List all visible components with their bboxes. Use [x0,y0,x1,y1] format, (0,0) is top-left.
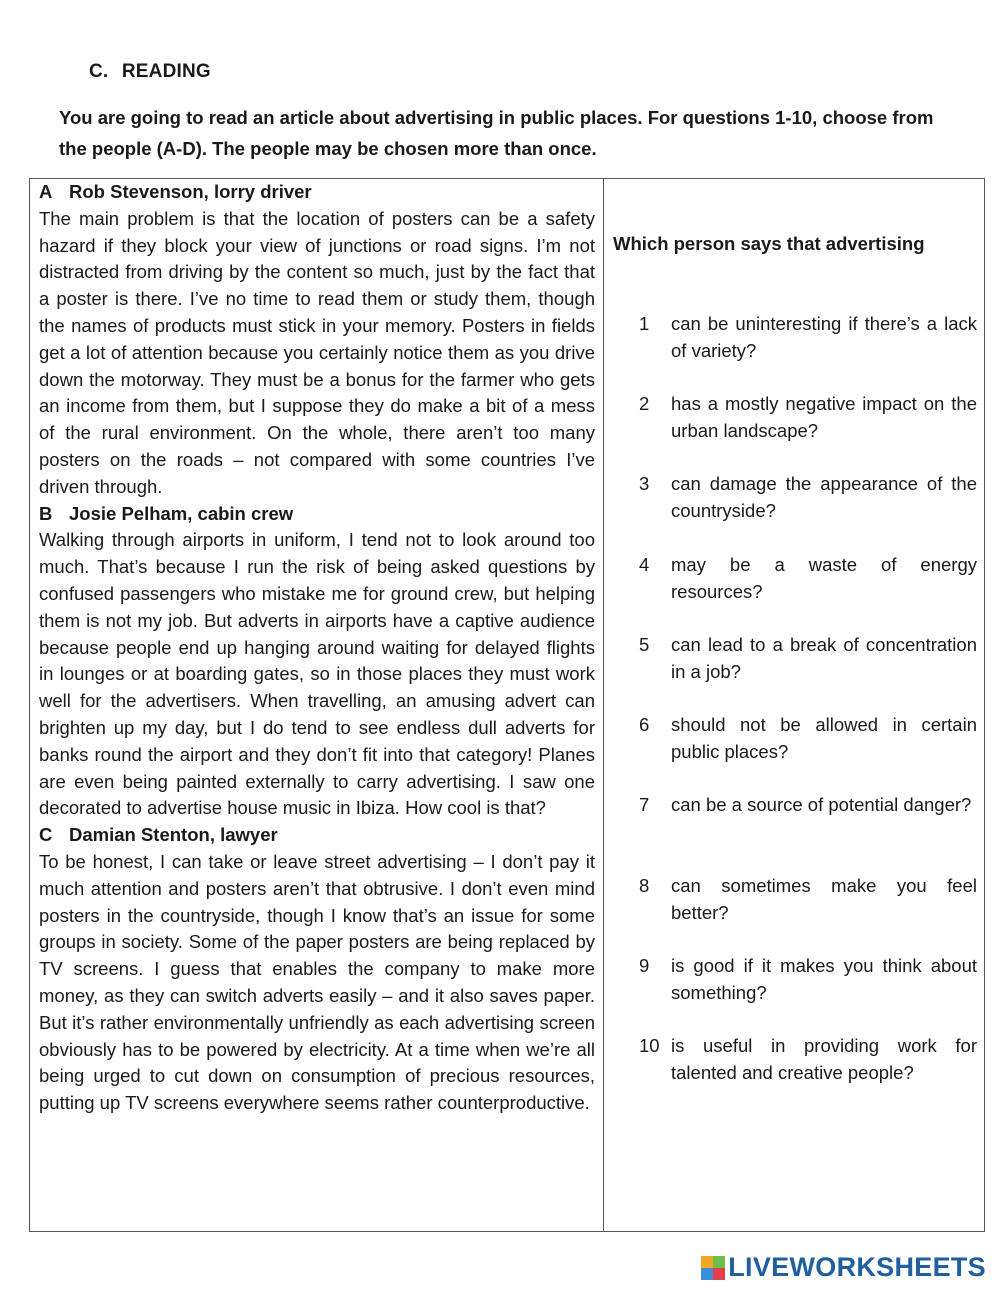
question-number: 8 [639,875,650,896]
questions-lead: Which person says that advertising [613,233,925,254]
question-text: should not be allowed in certain public places? [671,714,977,762]
person-letter: A [39,181,53,202]
person-b [39,501,595,823]
column-divider [603,179,604,1231]
question-text: can be a source of potential danger? [671,794,972,815]
question-text: may be a waste of energy resources? [671,554,977,602]
person-name: Damian Stenton, lawyer [69,824,278,846]
question-number: 3 [639,473,650,494]
question-text: is useful in providing work for talented and creative people? [671,1035,977,1083]
section-name: READING [121,61,211,82]
logo-square [701,1256,713,1268]
question-text: can sometimes make you feel better? [671,875,977,923]
question-text: is good if it makes you think about something? [671,955,977,1003]
person-text: To be honest, I can take or leave street advertising – I don’t pay it much attention and posters aren’t that obtrusive. I don’t even mind posters in the countryside, though I know that’s an issue for some groups in society. Some of the paper posters are being replaced by TV screens. I guess that enables the company to make more money, as they can switch adverts easily – and it also saves paper. But it’s rather environmentally unfriendly as each advertising screen obviously has to be powered by electricity. At a time when we’re all being urged to cut down on consumption of precious resources, putting up TV screens everywhere seems rather counterproductive. [39,850,595,1114]
person-letter: B [39,502,53,524]
liveworksheets-logo [701,1252,986,1283]
logo-mark-icon [701,1256,725,1280]
logo-square [701,1268,713,1280]
texts-column [39,179,595,1117]
question-text: has a mostly negative impact on the urban landscape? [671,393,977,441]
person-heading [39,179,595,206]
person-name: Josie Pelham, cabin crew [69,502,294,524]
question-number: 1 [639,313,650,334]
question-number: 7 [639,794,650,815]
person-text: Walking through airports in uniform, I tend not to look around too much. That’s because I run the risk of being asked questions by confused passengers who mistake me for ground crew, but helping them is not my job. But adverts in airports have a captive audience because people end up hanging around waiting for delayed flights in lounges or at boarding gates, so in those places they must work well for the advertisers. When travelling, an amusing advert can brighten up my day, but I do tend to see endless dull adverts for banks round the airport and they don’t fit into that category! Planes are even being painted externally to carry advertising. I saw one decorated to advertise house music in Ibiza. How cool is that? [39,529,595,819]
instructions: You are going to read an article about advertising in public places. For questions 1-10, choose from the people (A-D). The people may be chosen more than once. [59,107,934,159]
logo-square [713,1256,725,1268]
question-text: can be uninteresting if there’s a lack of variety? [671,313,977,361]
person-letter: C [39,824,53,846]
person-a [39,179,595,501]
question-number: 4 [639,554,650,575]
person-heading [39,501,595,528]
person-name: Rob Stevenson, lorry driver [69,181,312,202]
question-number: 10 [639,1035,660,1056]
question-number: 2 [639,393,650,414]
person-text: The main problem is that the location of posters can be a safety hazard if they block your view of junctions or road signs. I’m not distracted from driving by the content so much, just by the fact that a poster is there. I’ve no time to read them or study them, though the names of products must stick in your memory. Posters in fields get a lot of attention because you certainly notice them as you drive down the motorway. They must be a bonus for the farmer who gets an income from them, but I suppose they do make a bit of a mess of the rural environment. On the whole, there aren’t too many posters on the roads – not compared with some countries I’ve driven through. [39,207,595,497]
question-number: 6 [639,714,650,735]
reading-table [29,178,985,1232]
logo-text: LIVEWORKSHEETS [728,1252,986,1282]
question-number: 5 [639,634,650,655]
question-number: 9 [639,955,650,976]
section-number: C. [89,61,109,82]
section-title [89,61,211,83]
person-heading [39,822,595,849]
question-text: can lead to a break of concentration in a job? [671,634,977,682]
logo-square [713,1268,725,1280]
question-text: can damage the appearance of the countryside? [671,473,977,521]
person-c [39,822,595,1117]
